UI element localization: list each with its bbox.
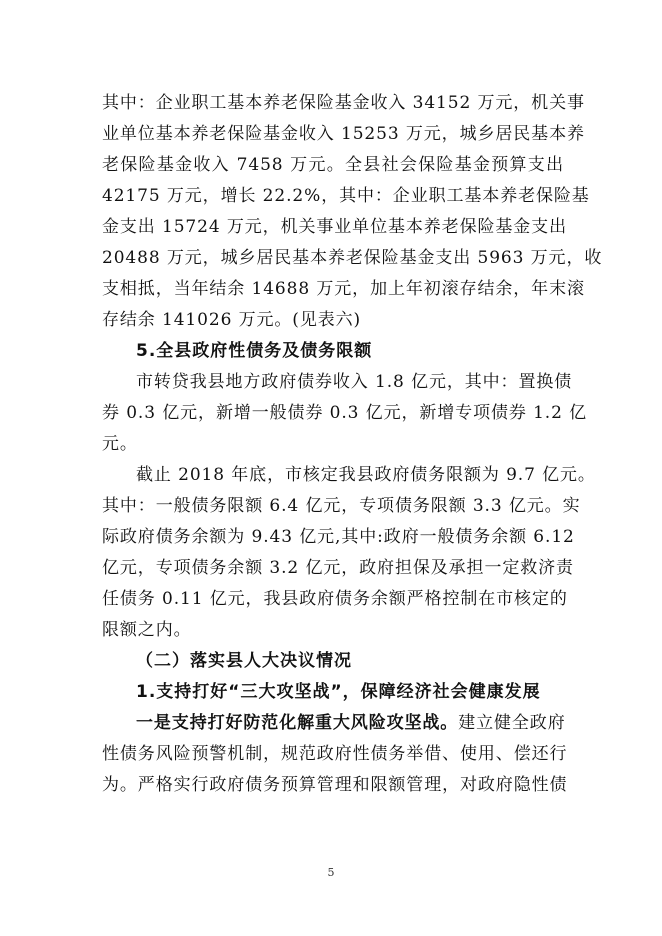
body-line: 金支出 15724 万元，机关事业单位基本养老保险基金支出 bbox=[102, 217, 567, 237]
body-line: 截止 2018 年底，市核定我县政府债务限额为 9.7 亿元。 bbox=[136, 465, 596, 485]
body-line: 亿元，专项债务余额 3.2 亿元，政府担保及承担一定救济责 bbox=[102, 558, 574, 578]
section-heading: （二）落实县人大决议情况 bbox=[136, 651, 352, 671]
body-line: 际政府债务余额为 9.43 亿元,其中:政府一般债务余额 6.12 bbox=[102, 527, 575, 547]
body-line bbox=[136, 712, 564, 734]
page-number: 5 bbox=[327, 866, 335, 879]
body-line: 老保险基金收入 7458 万元。全县社会保险基金预算支出 bbox=[102, 155, 564, 175]
body-line: 任债务 0.11 亿元，我县政府债务余额严格控制在市核定的 bbox=[102, 589, 568, 609]
body-line: 20488 万元，城乡居民基本养老保险基金支出 5963 万元，收 bbox=[102, 248, 603, 268]
body-line: 42175 万元，增长 22.2%，其中：企业职工基本养老保险基 bbox=[102, 186, 590, 206]
body-line: 市转贷我县地方政府债券收入 1.8 亿元，其中：置换债 bbox=[136, 372, 573, 392]
body-line: 业单位基本养老保险基金收入 15253 万元，城乡居民基本养 bbox=[102, 124, 585, 144]
body-line: 性债务风险预警机制，规范政府性债务举借、使用、偿还行 bbox=[102, 744, 568, 764]
bold-lead-text: 一是支持打好防范化解重大风险攻坚战。 bbox=[136, 713, 459, 733]
body-line: 限额之内。 bbox=[102, 620, 192, 640]
body-text: 建立健全政府 bbox=[458, 713, 566, 733]
body-line: 元。 bbox=[102, 434, 138, 454]
section-heading: 5.全县政府性债务及债务限额 bbox=[136, 341, 373, 361]
body-line: 其中：企业职工基本养老保险基金收入 34152 万元，机关事 bbox=[102, 93, 585, 113]
subsection-heading: 1.支持打好“三大攻坚战”，保障经济社会健康发展 bbox=[136, 682, 541, 702]
body-line: 券 0.3 亿元，新增一般债券 0.3 亿元，新增专项债券 1.2 亿 bbox=[102, 403, 588, 423]
body-line: 存结余 141026 万元。(见表六) bbox=[102, 310, 362, 330]
body-line: 支相抵，当年结余 14688 万元，加上年初滚存结余，年末滚 bbox=[102, 279, 585, 299]
body-line: 其中：一般债务限额 6.4 亿元，专项债务限额 3.3 亿元。实 bbox=[102, 496, 581, 516]
body-line: 为。严格实行政府债务预算管理和限额管理，对政府隐性债 bbox=[102, 775, 568, 795]
